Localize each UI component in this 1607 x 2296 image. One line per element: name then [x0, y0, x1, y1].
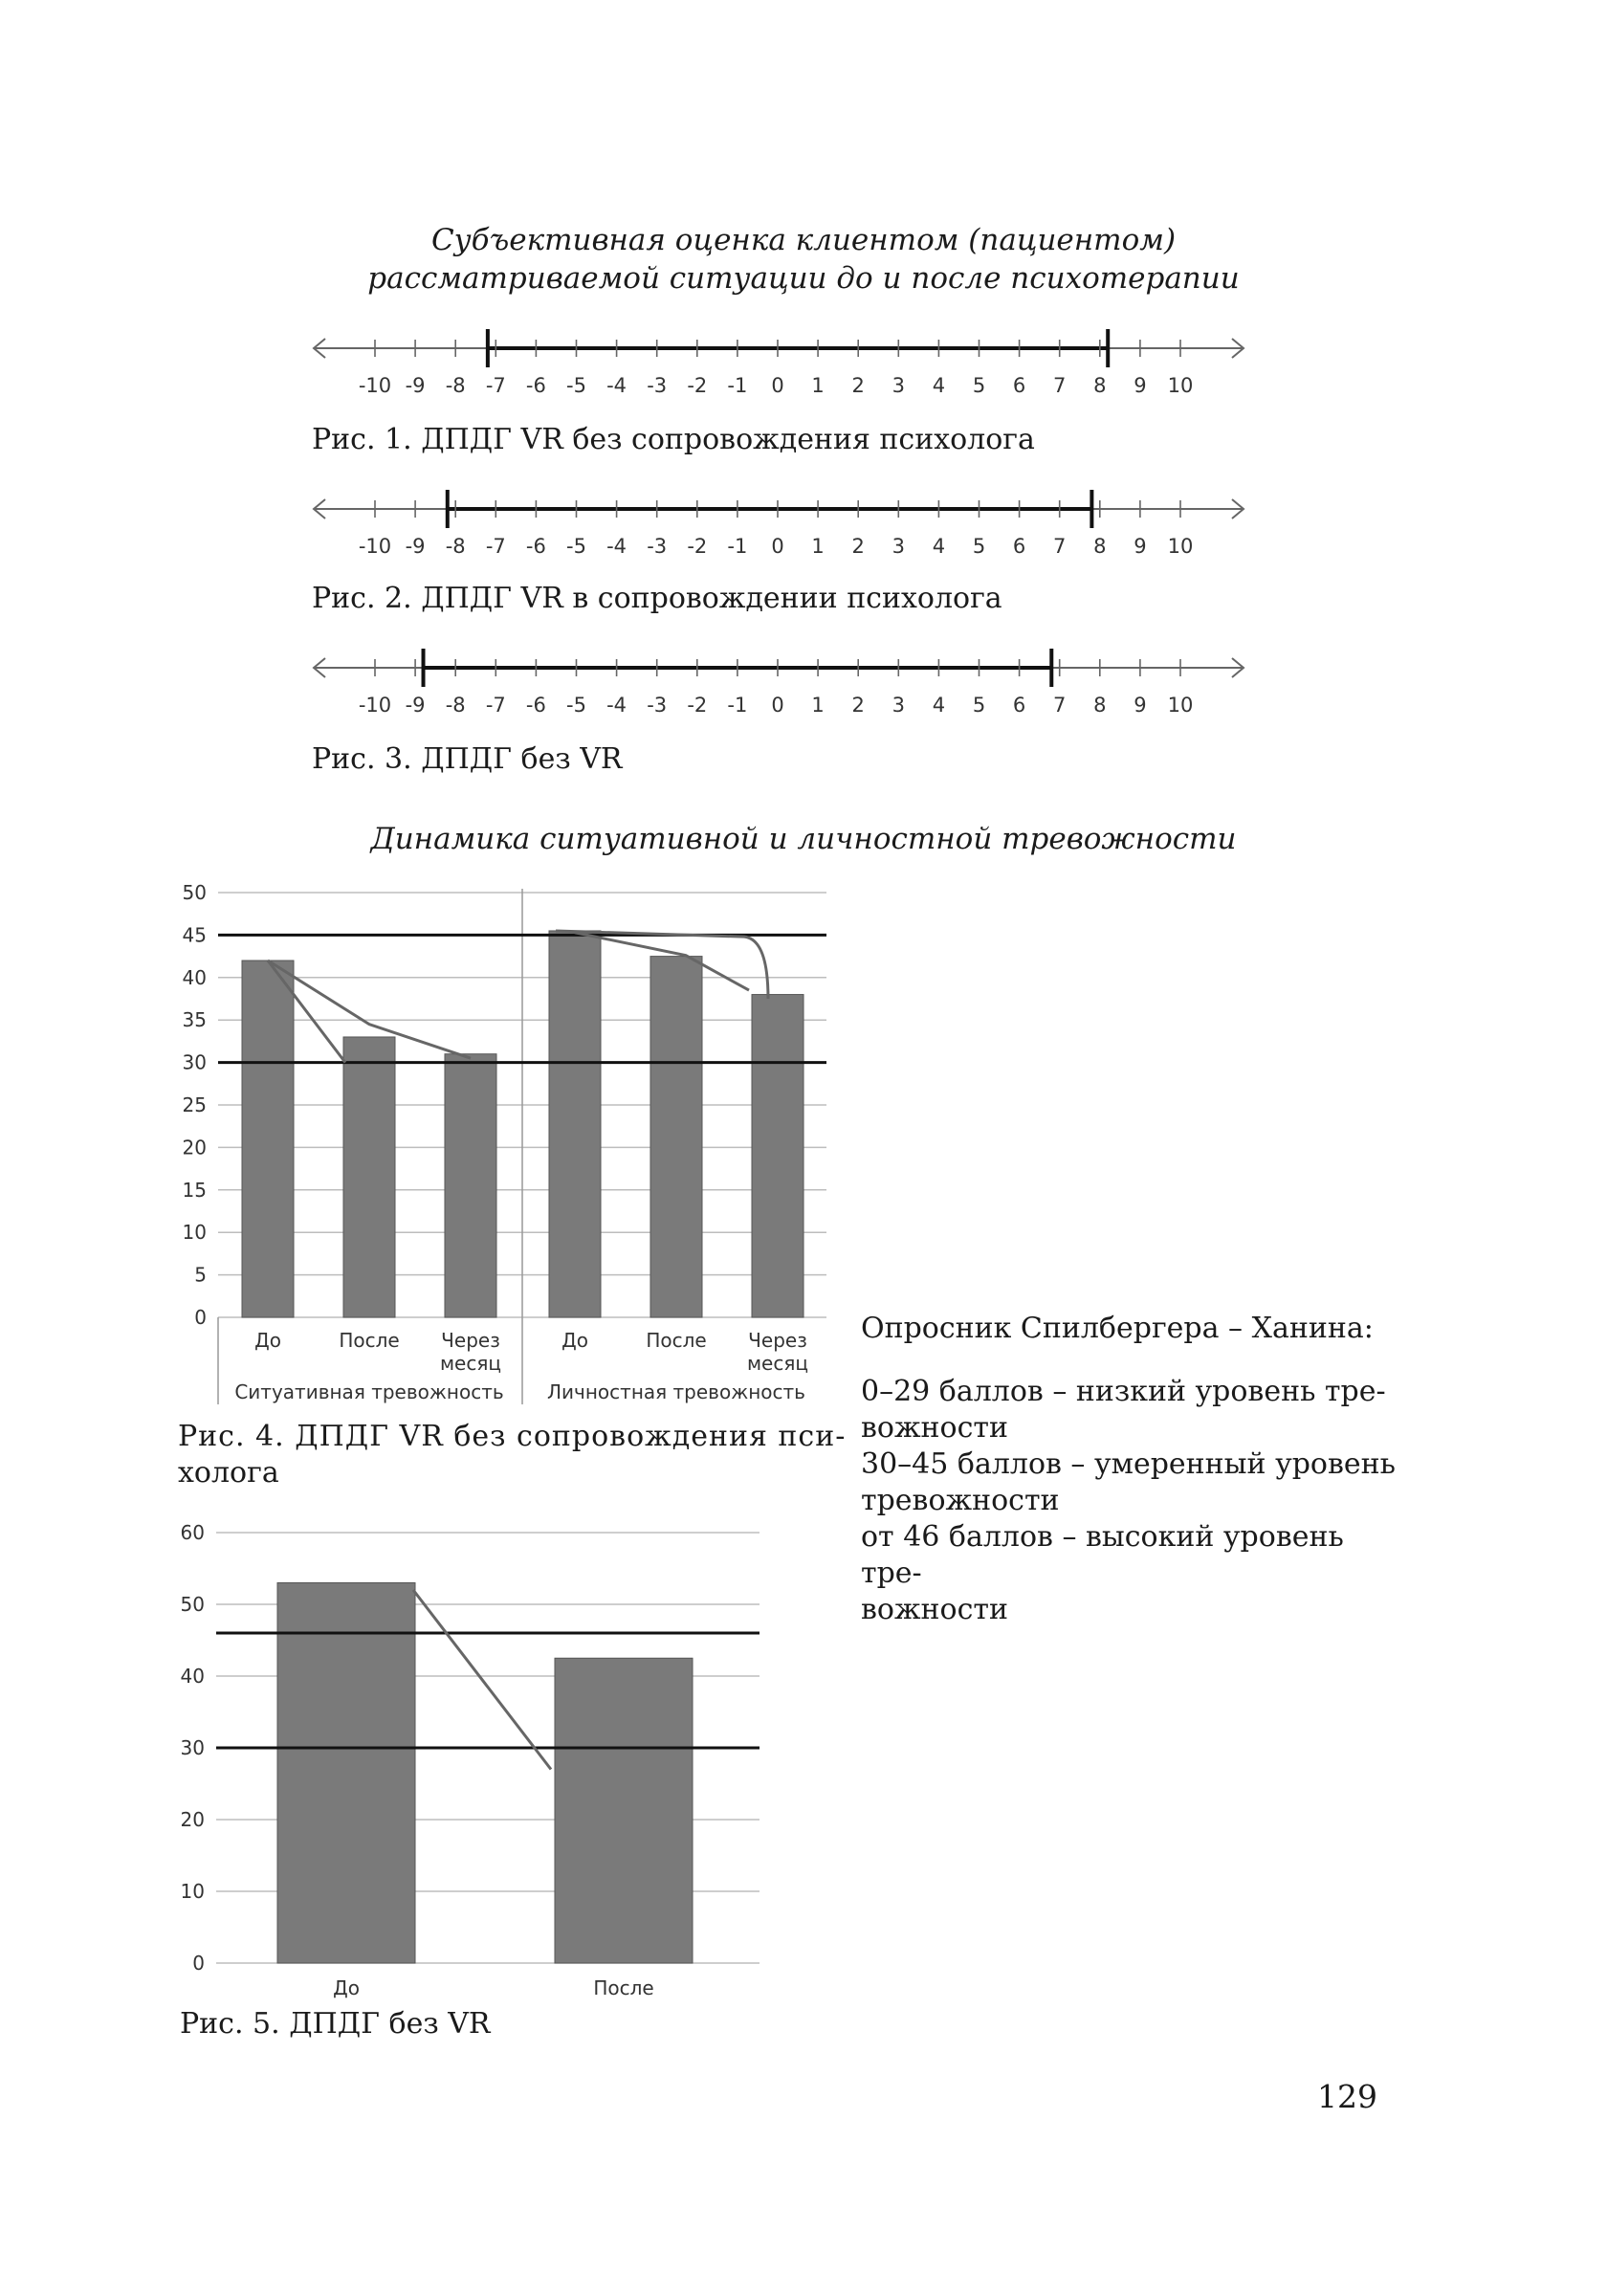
x-tick-label: После	[593, 1976, 654, 1999]
legend-line-2: вожности	[861, 1411, 1008, 1445]
legend-line-6: вожности	[861, 1593, 1008, 1626]
number-line-tick-label: -10	[358, 694, 392, 717]
y-tick-label: 15	[182, 1178, 207, 1202]
y-tick-label: 0	[194, 1306, 207, 1329]
caption-fig4-line1: Рис. 4. ДПДГ VR без сопровождения пси-	[178, 1420, 847, 1453]
number-line-tick-label: -1	[727, 374, 748, 397]
caption-fig1: Рис. 1. ДПДГ VR без сопровождения психолога	[312, 423, 1035, 456]
number-line-tick-label: -2	[687, 694, 708, 717]
x-tick-label: После	[646, 1329, 707, 1352]
y-tick-label: 35	[182, 1008, 207, 1032]
number-line-tick-label: 5	[972, 694, 986, 717]
legend-line-1: 0–29 баллов – низкий уровень тре-	[861, 1375, 1386, 1408]
number-line-tick-label: -8	[445, 374, 466, 397]
trend-line	[413, 1590, 551, 1770]
number-line-tick-label: 2	[851, 694, 865, 717]
heading-line-1: Субъективная оценка клиентом (пациентом)	[430, 223, 1177, 257]
x-tick-label: До	[333, 1976, 360, 1999]
number-line-tick-label: -7	[485, 694, 506, 717]
number-line-tick-label: 6	[1012, 694, 1026, 717]
x-tick-label: До	[254, 1329, 281, 1352]
number-line-tick-label: 8	[1093, 694, 1107, 717]
number-line-tick-label: -7	[485, 374, 506, 397]
y-tick-label: 50	[180, 1593, 205, 1616]
number-line-tick-label: -8	[445, 535, 466, 558]
y-tick-label: 10	[180, 1880, 205, 1903]
number-line-tick-label: -9	[405, 694, 426, 717]
number-line-tick-label: -3	[647, 694, 668, 717]
number-line-tick-label: 10	[1167, 694, 1194, 717]
x-tick-label: После	[339, 1329, 400, 1352]
number-line-tick-label: 9	[1134, 694, 1147, 717]
caption-fig4-line2: холога	[178, 1456, 279, 1490]
bar	[555, 1658, 693, 1963]
number-line-tick-label: 1	[811, 374, 825, 397]
bar	[650, 957, 702, 1317]
number-line-tick-label: -9	[405, 374, 426, 397]
y-tick-label: 0	[192, 1952, 205, 1975]
number-line-tick-label: 1	[811, 694, 825, 717]
legend-line-4: тревожности	[861, 1484, 1060, 1517]
number-line-tick-label: -5	[566, 374, 586, 397]
group-label: Ситуативная тревожность	[234, 1380, 504, 1403]
heading-anxiety-dynamics: Динамика ситуативной и личностной тревожности	[370, 822, 1237, 856]
number-line-tick-label: 4	[932, 374, 946, 397]
number-line-tick-label: -5	[566, 535, 586, 558]
number-line-tick-label: -9	[405, 535, 426, 558]
anxiety-bar-chart-fig5	[0, 1502, 842, 1999]
number-line-tick-label: -8	[445, 694, 466, 717]
number-line-tick-label: -1	[727, 535, 748, 558]
number-line-fig1	[0, 316, 1607, 411]
y-tick-label: 10	[182, 1221, 207, 1245]
number-line-fig3	[0, 635, 1607, 731]
number-line-tick-label: 6	[1012, 374, 1026, 397]
caption-fig2: Рис. 2. ДПДГ VR в сопровождении психолога	[312, 582, 1002, 615]
y-tick-label: 25	[182, 1093, 207, 1116]
y-tick-label: 45	[182, 923, 207, 947]
number-line-tick-label: 7	[1053, 535, 1067, 558]
number-line-tick-label: 9	[1134, 374, 1147, 397]
number-line-tick-label: -4	[606, 374, 627, 397]
number-line-tick-label: 0	[771, 694, 784, 717]
number-line-tick-label: -7	[485, 535, 506, 558]
number-line-tick-label: -6	[525, 694, 546, 717]
bar	[549, 931, 601, 1317]
number-line-tick-label: -1	[727, 694, 748, 717]
page-number: 129	[1317, 2078, 1377, 2115]
y-tick-label: 5	[194, 1263, 207, 1287]
y-tick-label: 20	[180, 1808, 205, 1831]
number-line-tick-label: 1	[811, 535, 825, 558]
caption-fig3: Рис. 3. ДПДГ без VR	[312, 742, 623, 776]
y-tick-label: 20	[182, 1136, 207, 1159]
number-line-fig2	[0, 476, 1607, 572]
number-line-tick-label: 10	[1167, 535, 1194, 558]
heading-line-2: рассматриваемой ситуации до и после психотерапии	[367, 261, 1240, 296]
number-line-tick-label: 2	[851, 374, 865, 397]
bar	[242, 960, 294, 1317]
caption-fig5: Рис. 5. ДПДГ без VR	[180, 2007, 491, 2041]
legend-line-5: от 46 баллов – высокий уровень тре-	[861, 1520, 1344, 1590]
number-line-tick-label: 7	[1053, 374, 1067, 397]
number-line-tick-label: -3	[647, 374, 668, 397]
number-line-tick-label: -6	[525, 374, 546, 397]
number-line-tick-label: 6	[1012, 535, 1026, 558]
legend-line-3: 30–45 баллов – умеренный уровень	[861, 1447, 1396, 1481]
bar	[752, 995, 804, 1317]
bar	[343, 1037, 395, 1317]
y-tick-label: 30	[182, 1050, 207, 1074]
y-tick-label: 30	[180, 1736, 205, 1759]
number-line-tick-label: 3	[892, 374, 905, 397]
y-tick-label: 40	[180, 1665, 205, 1688]
number-line-tick-label: 9	[1134, 535, 1147, 558]
spielberger-legend	[861, 1311, 1397, 1628]
number-line-tick-label: 2	[851, 535, 865, 558]
bar	[445, 1054, 496, 1317]
number-line-tick-label: -10	[358, 374, 392, 397]
number-line-tick-label: 3	[892, 694, 905, 717]
bar	[277, 1583, 415, 1964]
number-line-tick-label: -4	[606, 535, 627, 558]
number-line-tick-label: 5	[972, 535, 986, 558]
number-line-tick-label: 7	[1053, 694, 1067, 717]
x-tick-label: месяц	[439, 1352, 502, 1375]
number-line-tick-label: 8	[1093, 535, 1107, 558]
anxiety-bar-chart-fig4	[0, 861, 842, 1416]
number-line-tick-label: 0	[771, 535, 784, 558]
number-line-tick-label: -5	[566, 694, 586, 717]
y-tick-label: 50	[182, 881, 207, 904]
number-line-tick-label: -2	[687, 374, 708, 397]
number-line-tick-label: 4	[932, 535, 946, 558]
number-line-tick-label: 3	[892, 535, 905, 558]
group-label: Личностная тревожность	[547, 1380, 805, 1403]
number-line-tick-label: 10	[1167, 374, 1194, 397]
legend-title: Опросник Спилбергера – Ханина:	[861, 1312, 1374, 1345]
y-tick-label: 40	[182, 965, 207, 989]
number-line-tick-label: 4	[932, 694, 946, 717]
number-line-tick-label: 0	[771, 374, 784, 397]
number-line-tick-label: -3	[647, 535, 668, 558]
number-line-tick-label: 8	[1093, 374, 1107, 397]
number-line-tick-label: -6	[525, 535, 546, 558]
number-line-tick-label: -10	[358, 535, 392, 558]
x-tick-label: месяц	[746, 1352, 809, 1375]
x-tick-label: Через	[441, 1329, 500, 1352]
x-tick-label: До	[561, 1329, 588, 1352]
number-line-tick-label: -2	[687, 535, 708, 558]
number-line-tick-label: 5	[972, 374, 986, 397]
y-tick-label: 60	[180, 1521, 205, 1544]
x-tick-label: Через	[748, 1329, 807, 1352]
number-line-tick-label: -4	[606, 694, 627, 717]
